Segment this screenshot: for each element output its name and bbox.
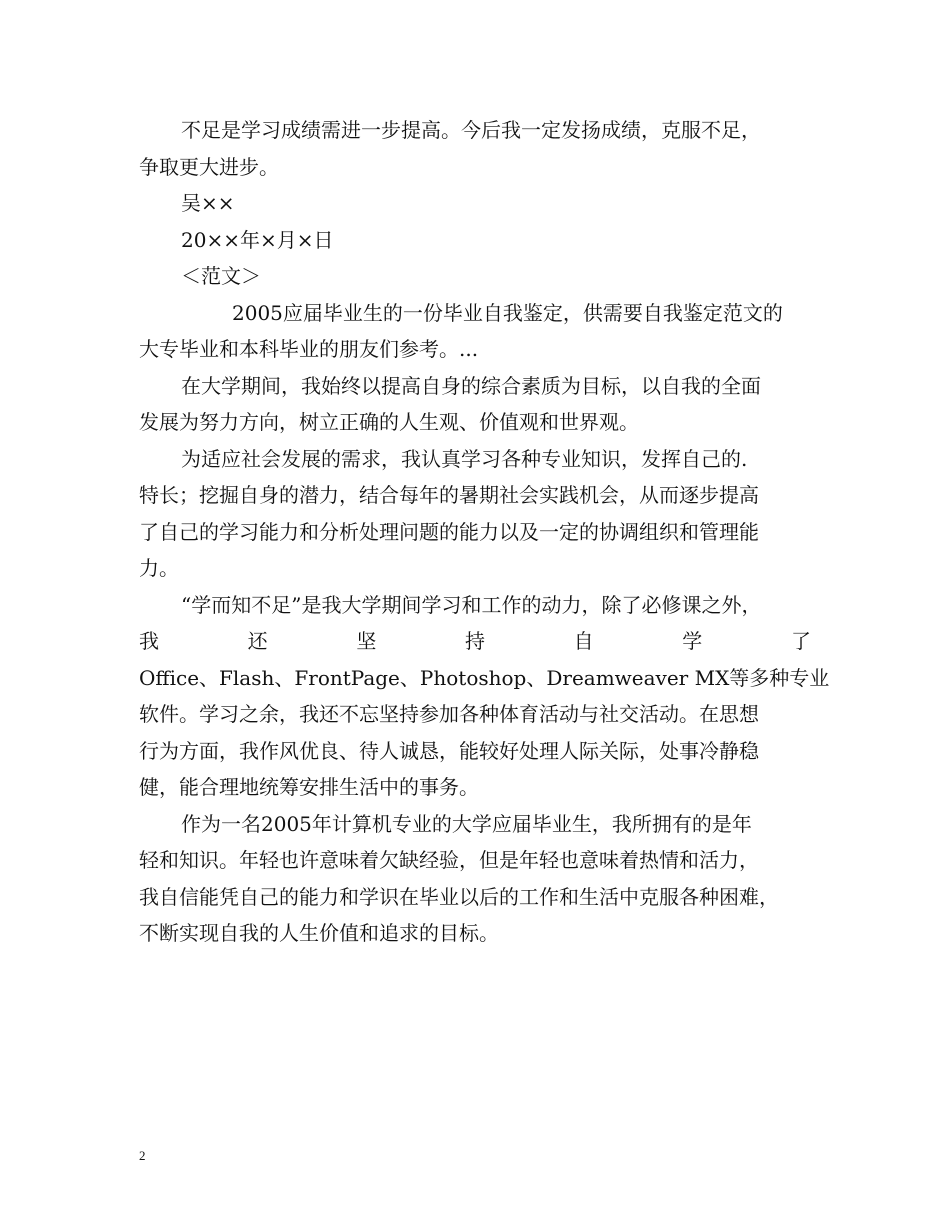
text-line: 软件。学习之余，我还不忘坚持参加各种体育活动与社交活动。在思想 (139, 702, 759, 726)
text-line: 健，能合理地统筹安排生活中的事务。 (139, 775, 479, 799)
text-line: “学而知不足”是我大学期间学习和工作的动力，除了必修课之外， (181, 592, 762, 617)
signature-date: 20××年×月×日 (181, 227, 334, 252)
justified-char: 了 (790, 629, 811, 653)
text-line: 特长；挖掘自身的潜力，结合每年的暑期社会实践机会，从而逐步提高 (139, 483, 759, 507)
text-line: 我自信能凭自己的能力和学识在毕业以后的工作和生活中克服各种困难， (139, 884, 779, 909)
document-body (139, 112, 830, 952)
text-line: 不断实现自我的人生价值和追求的目标。 (139, 921, 499, 945)
text-line: 发展为努力方向，树立正确的人生观、价值观和世界观。 (139, 410, 639, 434)
section-heading: ＜范文＞ (181, 264, 261, 288)
text-line: 作为一名2005年计算机专业的大学应届毕业生，我所拥有的是年 (181, 811, 752, 836)
justified-char: 持 (464, 629, 485, 653)
justified-char: 还 (247, 629, 268, 653)
text-line: 争取更大进步。 (139, 154, 279, 179)
justified-char: 坚 (356, 629, 377, 653)
justified-char: 自 (573, 629, 594, 653)
text-line: 2005应届毕业生的一份毕业自我鉴定，供需要自我鉴定范文的 (232, 300, 783, 325)
page-number: 2 (139, 1148, 146, 1163)
text-line: 为适应社会发展的需求，我认真学习各种专业知识，发挥自己的. (181, 446, 748, 471)
text-line: 行为方面，我作风优良、待人诚恳，能较好处理人际关际，处事冷静稳 (139, 738, 759, 763)
signature-name: 吴×× (181, 191, 235, 215)
justified-text-line (139, 623, 811, 660)
justified-char: 学 (682, 629, 703, 653)
text-line: 了自己的学习能力和分析处理问题的能力以及一定的协调组织和管理能 (139, 519, 759, 544)
text-line: 轻和知识。年轻也许意味着欠缺经验，但是年轻也意味着热情和活力， (139, 848, 759, 872)
text-line: Office、Flash、FrontPage、Photoshop、Dreamweaver MX等多种专业 (139, 665, 830, 690)
text-line: 在大学期间，我始终以提高自身的综合素质为目标，以自我的全面 (181, 373, 761, 398)
text-line: 大专毕业和本科毕业的朋友们参考。... (139, 337, 479, 361)
text-line: 力。 (139, 556, 179, 580)
justified-char: 我 (139, 629, 159, 653)
text-line: 不足是学习成绩需进一步提高。今后我一定发扬成绩，克服不足， (181, 118, 761, 142)
